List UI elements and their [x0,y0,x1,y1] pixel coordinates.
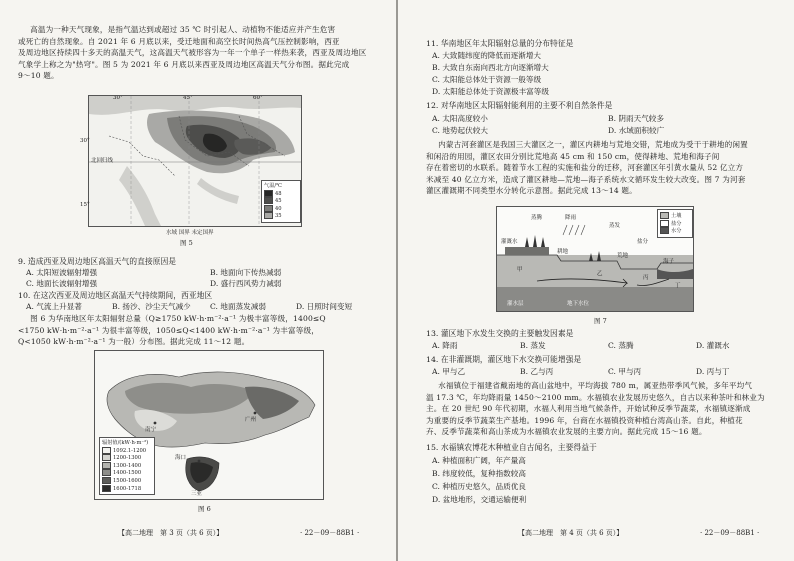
figure-7-caption: 图 7 [594,317,607,325]
legend-item: 土壤 [660,212,690,220]
figure-7-irrigation-diagram [496,206,694,312]
q12-option-d[interactable]: D. 水域面积较广 [608,126,665,135]
question-15-stem: 15. 水福镇农博花木种植业自古闻名，主要得益于 [426,443,597,452]
q14-option-d[interactable]: D. 丙与丁 [696,367,730,376]
q14-option-c[interactable]: C. 甲与丙 [608,367,642,376]
figure-5-caption: 图 5 [180,239,193,247]
legend-item: 1400-1500 [102,469,152,477]
text-line: 及周边地区持续四十多天的高温天气，这高温天气被形容为一年一个单子一样热来袭，西亚及周边地区 [18,48,367,58]
diagram-marker: 甲 [517,267,523,273]
legend-item: 盐分 [660,220,690,228]
text-line: 高温为一种天气现象，是指气温达到或超过 35 ℃ 时引起人、动植物不能适应并产生危害 [30,25,336,34]
q13-option-b[interactable]: B. 蒸发 [520,341,546,350]
left-footer-title: 【高二地理 第 3 页（共 6 页）】 [118,529,224,537]
q9-option-b[interactable]: B. 地面向下传热减弱 [210,268,282,277]
q12-option-b[interactable]: B. 阴雨天气较多 [608,114,664,123]
q9-option-d[interactable]: D. 盛行西风势力减弱 [210,279,282,288]
figure-6-caption: 图 6 [198,505,211,513]
legend-item: 1500-1600 [102,477,152,485]
q9-option-a[interactable]: A. 太阳短波辐射增强 [26,268,98,277]
legend-item: 1600-1718 [102,485,152,493]
q10-option-d[interactable]: D. 日照时间变短 [296,302,353,311]
diagram-marker: 乙 [597,271,603,277]
diagram-label: 荒地 [617,253,629,259]
text-line: 9～10 题。 [18,71,59,81]
text-line: <1750 kW·h·m⁻²·a⁻¹ 为很丰富等级，1050≤Q<1400 kW·h·m⁻²·a⁻¹ 为丰富等级， [18,325,319,335]
text-line: Q<1050 kW·h·m⁻²·a⁻¹ 为一般）分布图。据此完成 11～12 题。 [18,337,250,347]
fig5-bottom-legend: 水域 国界 未定国界 [166,230,214,236]
fig5-legend [261,180,301,223]
text-line: 气象学上称之为"热穹"。图 5 为 2021 年 6 月底以来西亚及周边地区高温天气分布图。据此完成 [18,59,350,69]
fig7-legend [657,209,693,238]
q10-option-c[interactable]: C. 地面蒸发减弱 [210,302,266,311]
longitude-label: 30° [113,95,123,101]
question-12-stem: 12. 对华南地区太阳辐射能利用的主要不利自然条件是 [426,101,613,110]
diagram-label: 降雨 [565,215,577,221]
q14-option-b[interactable]: B. 乙与丙 [520,367,554,376]
question-13-stem: 13. 灌区地下水发生交换的主要触发因素是 [426,329,574,338]
text-line: 卉、反季节蔬菜和高山茶成为水福镇农业发展的主要方向。据此完成 15～16 题。 [426,427,707,437]
legend-item: 水分 [660,227,690,235]
figure-5-heat-map [88,95,302,227]
diagram-label: 海子 [663,259,675,265]
q13-option-a[interactable]: A. 降雨 [432,341,458,350]
legend-title: 气温/℃ [264,183,282,189]
question-10-stem: 10. 在这次西亚及周边地区高温天气持续期间，西亚地区 [18,291,213,300]
q11-option-d[interactable]: D. 太阳能总体处于资源极丰富等级 [432,87,549,96]
q12-option-a[interactable]: A. 太阳高度较小 [432,114,488,123]
right-page [398,0,794,561]
latitude-label: 15° [80,202,90,208]
intro-text-9-10 [18,24,378,82]
legend-item: 48 [264,190,298,198]
q11-option-b[interactable]: B. 大致自东南向西北方向逐渐增大 [432,63,549,72]
q9-option-c[interactable]: C. 地面长波辐射增强 [26,279,98,288]
text-line: 米减至 40 亿立方米，造成了灌区耕地—荒地—海子系统水文循环发生较大改变。图 7 为河套 [426,174,746,184]
intro-text-15-16 [426,380,782,438]
q13-option-d[interactable]: D. 灌溉水 [696,341,730,350]
diagram-label: 地下水位 [567,301,590,307]
map-label: 南宁 [145,427,157,433]
q10-option-a[interactable]: A. 气流上升显著 [26,302,82,311]
diagram-label: 盐分 [637,239,649,245]
city-dot [198,460,201,463]
legend-item: 40 [264,205,298,213]
diagram-label: 耕地 [557,249,569,255]
diagram-marker: 丁 [675,283,681,289]
diagram-label: 蒸发 [609,223,621,229]
longitude-label: 60° [253,95,263,101]
diagram-marker: 丙 [643,275,649,281]
city-dot [154,422,157,425]
legend-item: 35 [264,212,298,220]
text-line: 水福镇位于福建省戴南地的高山盆地中，平均海拔 780 m，属亚热带季风气候，多年平均气 [438,381,753,390]
question-14-stem: 14. 在非灌溉期，灌区地下水交换可能增强是 [426,355,582,364]
text-line: 为重要的反季节蔬菜生产基地。1996 年，台商在水福镇投资种植台湾高山茶。自此，种植花 [426,415,743,425]
q15-option-c[interactable]: C. 种植历史悠久，品质优良 [432,482,526,491]
q13-option-c[interactable]: C. 蒸腾 [608,341,634,350]
tropic-label: 北回归线 [91,158,114,164]
text-line: 或死亡的自然现象。自 2021 年 6 月底以来，受迁地面和高空长时间热高气压控制影响，西亚 [18,36,340,46]
map-label: 三亚 [191,491,203,497]
legend-item: 1300-1400 [102,462,152,470]
city-dot [254,412,257,415]
q11-option-c[interactable]: C. 太阳能总体处于资源一般等级 [432,75,542,84]
latitude-label: 30° [80,138,90,144]
text-line: 内蒙古河套灌区是我国三大灌区之一，灌区内耕地与荒地交错，荒地成为受干于耕地的闲置 [438,140,748,149]
text-line: 图 6 为华南地区年太阳辐射总量（Q≥1750 kW·h·m⁻²·a⁻¹ 为极丰富等级，1400≤Q [30,314,326,323]
text-line: 和闲沿的用园，灌区农田分别比荒地高 45 cm 和 150 cm，使得耕地、荒地和海子间 [426,151,720,161]
legend-item: 1092.1-1200 [102,447,152,455]
question-9-stem: 9. 造成西亚及周边地区高温天气的直接原因是 [18,257,177,266]
fig6-legend [99,437,155,495]
figure-6-radiation-map [94,350,324,500]
q11-option-a[interactable]: A. 大致随纬度的降低而逐渐增大 [432,51,542,60]
q15-option-a[interactable]: A. 种植面积广阔，年产量高 [432,456,526,465]
diagram-label: 灌溉水 [501,239,518,245]
legend-item: 45 [264,197,298,205]
q10-option-b[interactable]: B. 扬沙、沙尘天气减少 [112,302,191,311]
left-footer-code: · 22－09－88B1 · [300,529,360,537]
text-line: 温 17.3 ℃，年均降雨量 1450～2100 mm。水福镇农业发展历史悠久，自古以来种茶叶和林业为 [426,392,765,402]
map-label: 海口 [175,455,187,461]
irrigation-water [505,247,549,255]
intro-text-13-14 [426,139,782,197]
q12-option-c[interactable]: C. 地势起伏较大 [432,126,488,135]
diagram-label: 灌水层 [507,301,524,307]
q15-option-d[interactable]: D. 盆地地形，交通运输便利 [432,495,527,504]
intro-text-11-12 [18,313,380,348]
right-footer-title: 【高二地理 第 4 页（共 6 页）】 [518,529,624,537]
legend-item: 1200-1300 [102,454,152,462]
right-footer-code: · 22－09－88B1 · [700,529,760,537]
map-label: 广州 [245,417,257,423]
groundwater-layer [497,287,693,311]
q14-option-a[interactable]: A. 甲与乙 [432,367,466,376]
text-line: 主。在 20 世纪 90 年代初期，水福人利用当地气候条件，开始试种反季节蔬菜，水福镇逐渐成 [426,404,751,414]
text-line: 灌区灌溉期不同类型水分转化示意图。据此完成 13～14 题。 [426,186,637,196]
legend-title: 辐射值/(kW·h·m⁻²) [102,440,149,446]
q15-option-b[interactable]: B. 纬度较低，复种指数较高 [432,469,526,478]
question-11-stem: 11. 华南地区年太阳辐射总量的分布特征是 [426,39,574,48]
text-line: 存在着密切的水联系。随着节水工程的实施和盐分的迁移，河套灌区年引黄水量从 52 亿立方 [426,163,744,173]
diagram-label: 蒸腾 [531,215,543,221]
longitude-label: 45° [183,95,193,101]
